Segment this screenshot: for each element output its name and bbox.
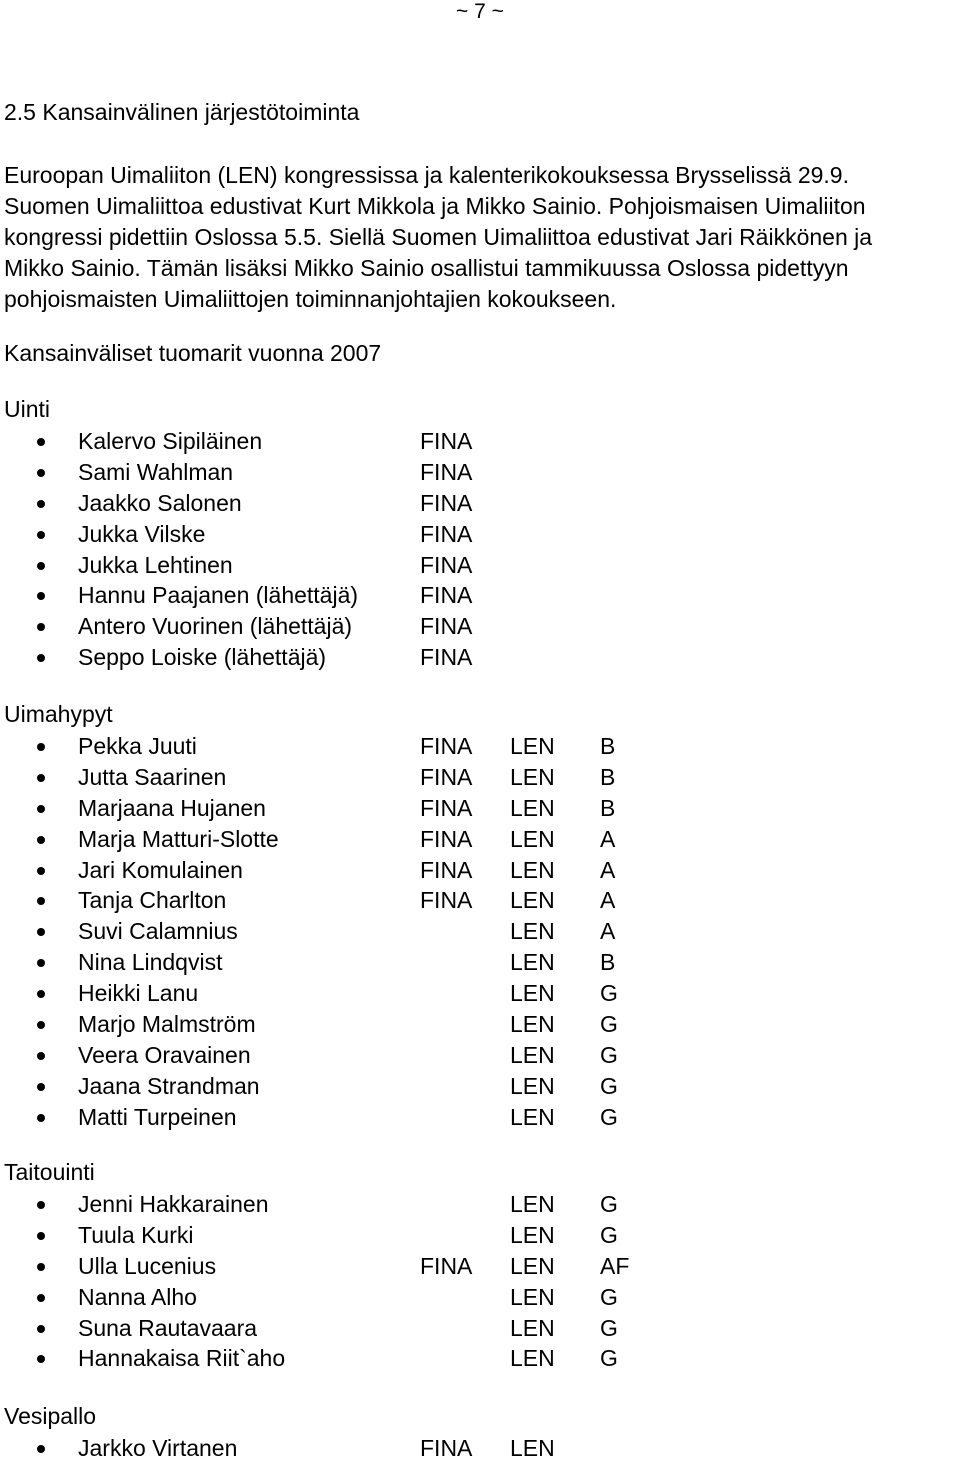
referee-name: Jukka Vilske — [78, 520, 206, 547]
referee-name: Hannakaisa Riit`aho — [78, 1345, 286, 1372]
bullet-icon — [37, 623, 45, 631]
len-badge: LEN — [510, 1283, 555, 1310]
referee-list — [4, 426, 944, 673]
referee-name: Jarkko Virtanen — [78, 1435, 238, 1461]
referee-name: Veera Oravainen — [78, 1041, 251, 1068]
referee-entry — [4, 855, 944, 886]
referee-entry — [4, 916, 944, 947]
section-title: Uimahypyt — [4, 701, 113, 727]
referee-entry — [4, 642, 944, 673]
section-title: Vesipallo — [4, 1403, 97, 1429]
referee-name: Matti Turpeinen — [78, 1103, 237, 1130]
len-badge: LEN — [510, 949, 555, 976]
referee-name: Suvi Calamnius — [78, 918, 238, 945]
bullet-icon — [37, 1232, 45, 1240]
referee-entry — [4, 550, 944, 581]
referee-category: G — [600, 1072, 618, 1099]
fina-badge: FINA — [420, 520, 473, 547]
fina-badge: FINA — [420, 428, 473, 454]
fina-badge: FINA — [420, 1435, 473, 1461]
intro-paragraph — [4, 160, 960, 315]
referees-subtitle: Kansainväliset tuomarit vuonna 2007 — [4, 340, 382, 366]
referee-entry — [4, 426, 944, 457]
len-badge: LEN — [510, 1314, 555, 1341]
referee-name: Nanna Alho — [78, 1283, 197, 1310]
section-taitouinti — [4, 1158, 944, 1374]
referee-category: B — [600, 763, 616, 790]
len-badge: LEN — [510, 763, 555, 790]
referee-entry — [4, 580, 944, 611]
section-vesipallo — [4, 1402, 944, 1464]
paragraph-line: Suomen Uimaliittoa edustivat Kurt Mikkola ja Mikko Sainio. Pohjoismaisen Uimaliiton — [4, 193, 866, 219]
fina-badge: FINA — [420, 613, 473, 640]
referee-entry — [4, 1251, 944, 1282]
referee-list — [4, 731, 944, 1133]
len-badge: LEN — [510, 856, 555, 883]
referee-entry — [4, 1282, 944, 1313]
referee-name: Jenni Hakkarainen — [78, 1191, 269, 1217]
referee-entry — [4, 519, 944, 550]
referee-list — [4, 1189, 944, 1374]
referee-entry — [4, 1040, 944, 1071]
referee-category: G — [600, 1191, 618, 1217]
fina-badge: FINA — [420, 856, 473, 883]
referee-entry — [4, 1220, 944, 1251]
bullet-icon — [37, 1445, 45, 1453]
bullet-icon — [37, 1114, 45, 1122]
bullet-icon — [37, 836, 45, 844]
bullet-icon — [37, 1294, 45, 1302]
referee-list — [4, 1433, 944, 1464]
bullet-icon — [37, 500, 45, 508]
fina-badge: FINA — [420, 582, 473, 609]
len-badge: LEN — [510, 1072, 555, 1099]
referee-category: B — [600, 949, 616, 976]
referee-entry — [4, 1102, 944, 1133]
bullet-icon — [37, 867, 45, 875]
referee-name: Marja Matturi-Slotte — [78, 825, 279, 852]
referee-category: G — [600, 1221, 618, 1248]
referee-name: Hannu Paajanen (lähettäjä) — [78, 582, 359, 609]
paragraph-line: pohjoismaisten Uimaliittojen toiminnanjohtajien kokoukseen. — [4, 286, 617, 312]
bullet-icon — [37, 1201, 45, 1209]
paragraph-line: Mikko Sainio. Tämän lisäksi Mikko Sainio osallistui tammikuussa Oslossa pidettyyn — [4, 255, 849, 281]
bullet-icon — [37, 805, 45, 813]
len-badge: LEN — [510, 1252, 555, 1279]
referee-category: AF — [600, 1252, 630, 1279]
referee-entry — [4, 1009, 944, 1040]
len-badge: LEN — [510, 1435, 555, 1461]
len-badge: LEN — [510, 1191, 555, 1217]
referee-name: Tanja Charlton — [78, 887, 227, 914]
referee-entry — [4, 947, 944, 978]
section-title: Taitouinti — [4, 1159, 95, 1185]
referee-name: Jaakko Salonen — [78, 489, 242, 516]
bullet-icon — [37, 743, 45, 751]
referee-category: G — [600, 1345, 618, 1372]
bullet-icon — [37, 531, 45, 539]
referee-entry — [4, 793, 944, 824]
bullet-icon — [37, 1325, 45, 1333]
bullet-icon — [37, 654, 45, 662]
referee-category: G — [600, 1314, 618, 1341]
referee-entry — [4, 488, 944, 519]
paragraph-line: kongressi pidettiin Oslossa 5.5. Siellä Suomen Uimaliittoa edustivat Jari Räikkönen ja — [4, 224, 873, 250]
referee-category: G — [600, 1011, 618, 1038]
len-badge: LEN — [510, 825, 555, 852]
referee-entry — [4, 1071, 944, 1102]
referee-name: Jutta Saarinen — [78, 763, 227, 790]
referee-entry — [4, 762, 944, 793]
referee-category: B — [600, 733, 616, 759]
bullet-icon — [37, 990, 45, 998]
bullet-icon — [37, 897, 45, 905]
len-badge: LEN — [510, 733, 555, 759]
len-badge: LEN — [510, 1103, 555, 1130]
referee-entry — [4, 731, 944, 762]
referee-name: Marjo Malmström — [78, 1011, 256, 1038]
bullet-icon — [37, 438, 45, 446]
fina-badge: FINA — [420, 458, 473, 485]
referee-entry — [4, 978, 944, 1009]
fina-badge: FINA — [420, 887, 473, 914]
referee-entry — [4, 1313, 944, 1344]
len-badge: LEN — [510, 794, 555, 821]
section-uimahypyt — [4, 700, 944, 1133]
fina-badge: FINA — [420, 733, 473, 759]
referee-name: Marjaana Hujanen — [78, 794, 266, 821]
bullet-icon — [37, 1021, 45, 1029]
referee-category: B — [600, 794, 616, 821]
referee-entry — [4, 1189, 944, 1220]
referee-category: A — [600, 887, 616, 914]
paragraph-line: Euroopan Uimaliiton (LEN) kongressissa ja kalenterikokouksessa Brysselissä 29.9. — [4, 162, 849, 188]
len-badge: LEN — [510, 1221, 555, 1248]
referee-name: Sami Wahlman — [78, 458, 234, 485]
referee-name: Suna Rautavaara — [78, 1314, 258, 1341]
referee-entry — [4, 824, 944, 855]
referee-entry — [4, 1343, 944, 1374]
referee-category: A — [600, 825, 616, 852]
fina-badge: FINA — [420, 763, 473, 790]
bullet-icon — [37, 1083, 45, 1091]
len-badge: LEN — [510, 1041, 555, 1068]
referee-name: Tuula Kurki — [78, 1221, 194, 1248]
bullet-icon — [37, 562, 45, 570]
referee-category: G — [600, 980, 618, 1007]
referee-entry — [4, 611, 944, 642]
referee-category: G — [600, 1041, 618, 1068]
referee-entry — [4, 1433, 944, 1464]
referee-category: G — [600, 1103, 618, 1130]
referee-category: A — [600, 918, 616, 945]
referee-name: Nina Lindqvist — [78, 949, 223, 976]
bullet-icon — [37, 592, 45, 600]
referee-name: Antero Vuorinen (lähettäjä) — [78, 613, 353, 640]
referee-entry — [4, 885, 944, 916]
len-badge: LEN — [510, 980, 555, 1007]
fina-badge: FINA — [420, 794, 473, 821]
bullet-icon — [37, 959, 45, 967]
bullet-icon — [37, 1052, 45, 1060]
referee-name: Pekka Juuti — [78, 733, 197, 759]
bullet-icon — [37, 928, 45, 936]
len-badge: LEN — [510, 918, 555, 945]
len-badge: LEN — [510, 1011, 555, 1038]
referee-name: Ulla Lucenius — [78, 1252, 217, 1279]
bullet-icon — [37, 774, 45, 782]
referee-name: Jukka Lehtinen — [78, 551, 233, 578]
referee-name: Jaana Strandman — [78, 1072, 260, 1099]
referee-category: A — [600, 856, 616, 883]
len-badge: LEN — [510, 887, 555, 914]
section-title: Uinti — [4, 396, 51, 422]
fina-badge: FINA — [420, 825, 473, 852]
len-badge: LEN — [510, 1345, 555, 1372]
bullet-icon — [37, 1355, 45, 1363]
bullet-icon — [37, 469, 45, 477]
section-heading: 2.5 Kansainvälinen järjestötoiminta — [4, 99, 360, 125]
fina-badge: FINA — [420, 551, 473, 578]
fina-badge: FINA — [420, 644, 473, 671]
fina-badge: FINA — [420, 489, 473, 516]
bullet-icon — [37, 1263, 45, 1271]
fina-badge: FINA — [420, 1252, 473, 1279]
page-number: ~ 7 ~ — [456, 0, 504, 23]
referee-name: Heikki Lanu — [78, 980, 199, 1007]
referee-entry — [4, 457, 944, 488]
section-uinti — [4, 395, 944, 673]
referee-name: Jari Komulainen — [78, 856, 243, 883]
referee-name: Kalervo Sipiläinen — [78, 428, 263, 454]
referee-name: Seppo Loiske (lähettäjä) — [78, 644, 327, 671]
referee-category: G — [600, 1283, 618, 1310]
